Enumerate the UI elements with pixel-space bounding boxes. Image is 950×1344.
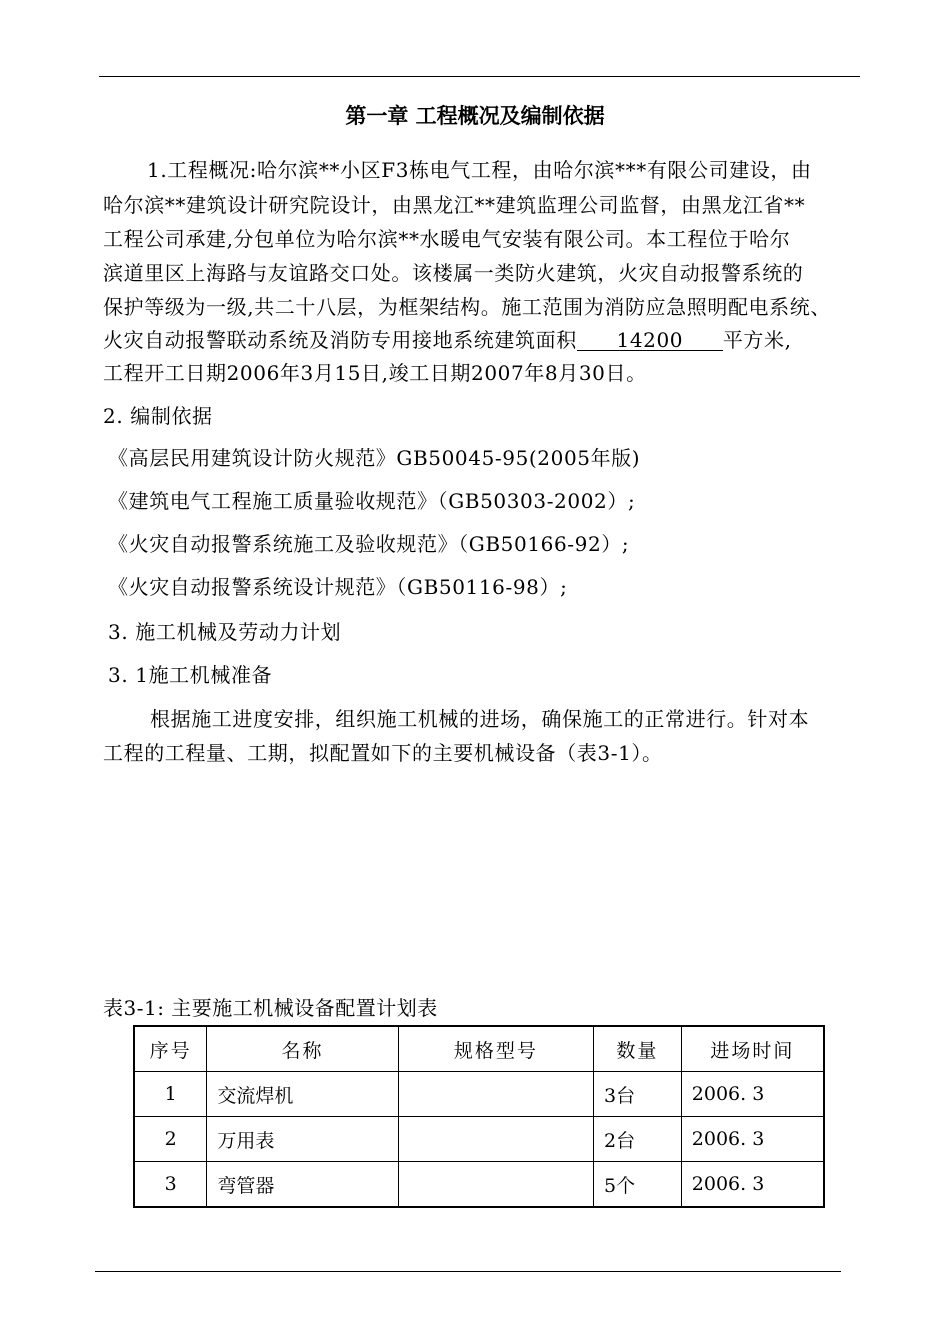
header-qty: 数量: [593, 1026, 681, 1072]
header-date: 进场时间: [681, 1026, 824, 1072]
basis-item-4: 《火灾自动报警系统设计规范》（GB50116-98）;: [108, 575, 568, 599]
header-spec: 规格型号: [398, 1026, 593, 1072]
cell-name: 万用表: [207, 1117, 398, 1162]
table-header-row: [134, 1026, 824, 1072]
overview-line-4: 滨道里区上海路与友谊路交口处。该楼属一类防火建筑，火灾自动报警系统的: [103, 261, 804, 285]
header-rule: [99, 76, 860, 77]
table-row: [134, 1117, 824, 1162]
chapter-title: 第一章 工程概况及编制依据: [345, 104, 605, 128]
cell-date: 2006. 3: [681, 1072, 824, 1117]
area-line-suffix: 平方米,: [722, 328, 792, 352]
basis-item-2: 《建筑电气工程施工质量验收规范》（GB50303-2002）;: [108, 489, 636, 513]
cell-qty: 5个: [593, 1162, 681, 1208]
cell-index: 2: [134, 1117, 207, 1162]
equipment-table: [133, 1025, 825, 1208]
cell-spec: [398, 1117, 593, 1162]
cell-date: 2006. 3: [681, 1117, 824, 1162]
machinery-para-line-2: 工程的工程量、工期，拟配置如下的主要机械设备（表3-1）。: [103, 741, 663, 765]
cell-name: 弯管器: [207, 1162, 398, 1208]
cell-qty: 3台: [593, 1072, 681, 1117]
machinery-subheading: 3. 1施工机械准备: [108, 663, 273, 687]
cell-index: 1: [134, 1072, 207, 1117]
basis-item-3: 《火灾自动报警系统施工及验收规范》（GB50166-92）;: [108, 532, 630, 556]
machinery-para-line-1: 根据施工进度安排，组织施工机械的进场，确保施工的正常进行。针对本: [150, 707, 810, 731]
cell-qty: 2台: [593, 1117, 681, 1162]
overview-date-line: 工程开工日期2006年3月15日,竣工日期2007年8月30日。: [103, 361, 647, 385]
machinery-heading: 3. 施工机械及劳动力计划: [108, 620, 342, 644]
basis-item-1: 《高层民用建筑设计防火规范》GB50045-95(2005年版): [108, 446, 641, 470]
cell-spec: [398, 1072, 593, 1117]
cell-spec: [398, 1162, 593, 1208]
table-row: [134, 1072, 824, 1117]
header-name: 名称: [207, 1026, 398, 1072]
header-index: 序号: [134, 1026, 207, 1072]
cell-index: 3: [134, 1162, 207, 1208]
area-value: 14200: [577, 330, 723, 351]
footer-rule: [95, 1271, 841, 1272]
overview-area-line: [103, 324, 792, 353]
overview-line-1: 1.工程概况:哈尔滨**小区F3栋电气工程，由哈尔滨***有限公司建设，由: [147, 158, 812, 182]
cell-date: 2006. 3: [681, 1162, 824, 1208]
table-row: [134, 1162, 824, 1208]
table-caption: 表3-1: 主要施工机械设备配置计划表: [103, 996, 438, 1020]
basis-heading: 2. 编制依据: [103, 404, 213, 428]
overview-line-2: 哈尔滨**建筑设计研究院设计，由黑龙江**建筑监理公司监督，由黑龙江省**: [103, 193, 806, 217]
cell-name: 交流焊机: [207, 1072, 398, 1117]
overview-line-3: 工程公司承建,分包单位为哈尔滨**水暖电气安装有限公司。本工程位于哈尔: [103, 227, 791, 251]
overview-line-5: 保护等级为一级,共二十八层，为框架结构。施工范围为消防应急照明配电系统、: [103, 295, 831, 319]
area-line-prefix: 火灾自动报警联动系统及消防专用接地系统建筑面积: [103, 328, 577, 352]
